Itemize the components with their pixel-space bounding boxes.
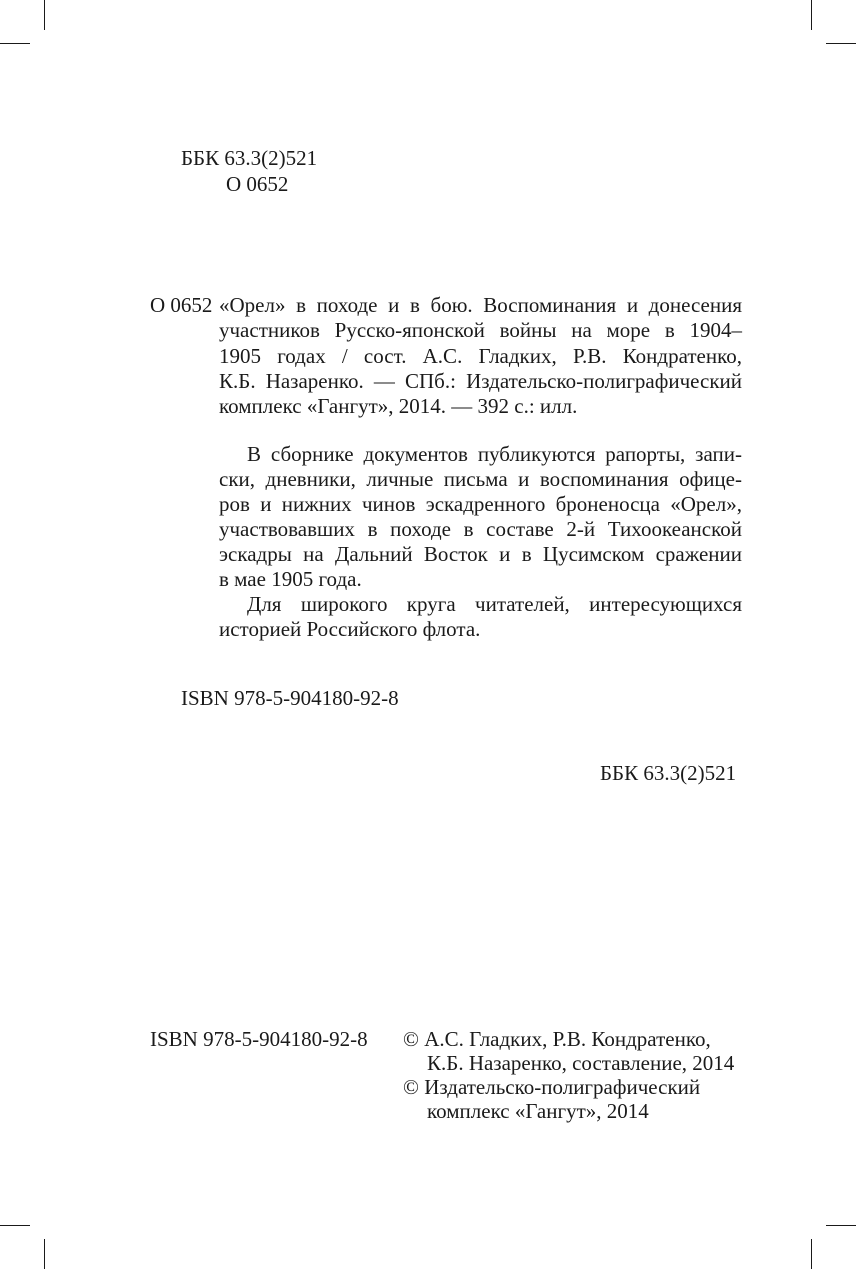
- copyright-line-4: комплекс «Гангут», 2014: [427, 1099, 649, 1123]
- bbk-code-right: ББК 63.3(2)521: [600, 761, 737, 785]
- author-mark-top: О 0652: [226, 172, 289, 196]
- entry-author-mark: О 0652: [150, 293, 213, 317]
- entry-line-3: 1905 годах / сост. А.С. Гладких, Р.В. Кондратенко,: [219, 344, 742, 368]
- crop-mark-bottom-left-h: [0, 1225, 30, 1226]
- crop-mark-top-right-v: [811, 0, 812, 30]
- crop-mark-top-right-h: [826, 43, 856, 44]
- annotation-line-2: ски, дневники, личные письма и воспоминания офице-: [219, 467, 742, 491]
- annotation-line-6: в мае 1905 года.: [219, 567, 362, 591]
- annotation-line-4: участвовавших в походе в составе 2-й Тихоокеанской: [219, 517, 742, 541]
- isbn-middle: ISBN 978-5-904180-92-8: [181, 686, 399, 710]
- annotation-line-1: В сборнике документов публикуются рапорты, запи-: [247, 442, 742, 466]
- copyright-line-3: © Издательско-полиграфический: [403, 1075, 701, 1099]
- isbn-footer: ISBN 978-5-904180-92-8: [150, 1027, 368, 1051]
- annotation-line-7: Для широкого круга читателей, интересующихся: [247, 592, 742, 616]
- crop-mark-bottom-right-v: [811, 1239, 812, 1269]
- entry-line-4: К.Б. Назаренко. — СПб.: Издательско-полиграфический: [219, 369, 742, 393]
- annotation-line-3: ров и нижних чинов эскадренного броненосца «Орел»,: [219, 492, 742, 516]
- crop-mark-bottom-left-v: [44, 1239, 45, 1269]
- annotation-line-8: историей Российского флота.: [219, 617, 481, 641]
- entry-line-5: комплекс «Гангут», 2014. — 392 с.: илл.: [219, 394, 578, 418]
- bbk-code-top: ББК 63.3(2)521: [181, 146, 318, 170]
- copyright-line-2: К.Б. Назаренко, составление, 2014: [427, 1051, 735, 1075]
- copyright-line-1: © А.С. Гладких, Р.В. Кондратенко,: [403, 1027, 711, 1051]
- entry-line-2: участников Русско-японской войны на море в 1904–: [219, 318, 742, 342]
- crop-mark-top-left-v: [44, 0, 45, 30]
- crop-mark-top-left-h: [0, 43, 30, 44]
- entry-line-1: «Орел» в походе и в бою. Воспоминания и донесения: [219, 293, 742, 317]
- annotation-line-5: эскадры на Дальний Восток и в Цусимском сражении: [219, 542, 742, 566]
- crop-mark-bottom-right-h: [826, 1225, 856, 1226]
